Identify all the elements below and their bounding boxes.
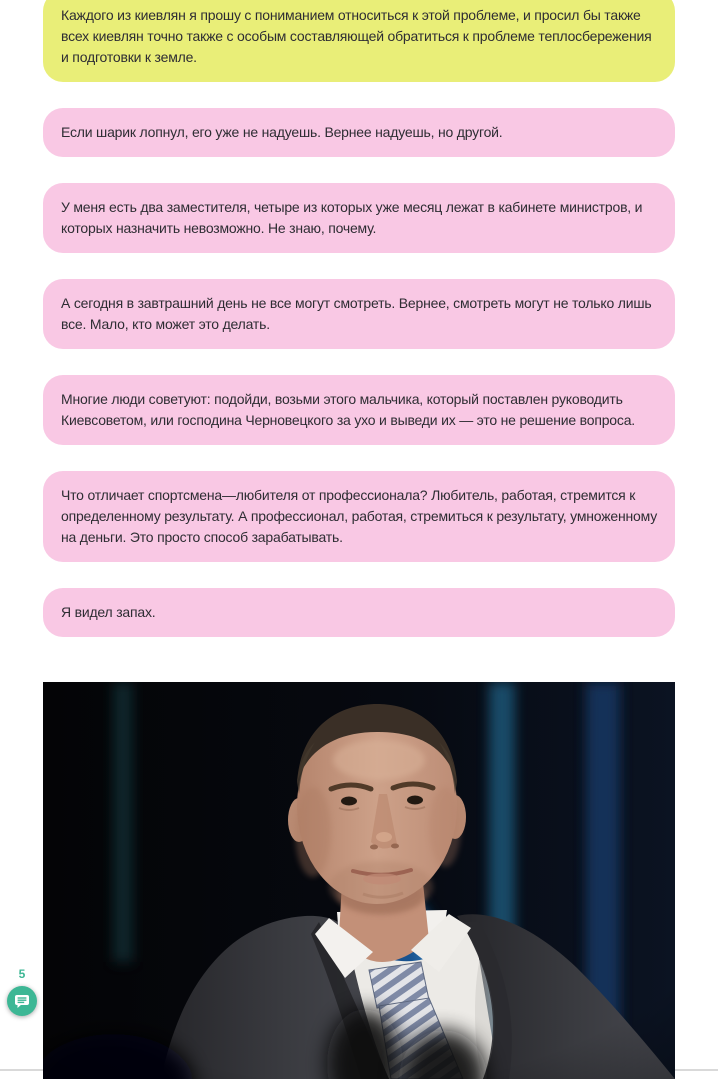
chat-bubble-icon (13, 992, 31, 1010)
portrait-illustration (43, 682, 675, 1079)
quote-card (43, 588, 675, 637)
comments-button[interactable] (7, 986, 37, 1016)
comments-count-badge: 5 (18, 967, 26, 981)
quote-card (43, 183, 675, 253)
quote-text: Я видел запах. (61, 604, 156, 620)
quote-text: Если шарик лопнул, его уже не надуешь. Вернее надуешь, но другой. (61, 124, 503, 140)
quote-card (43, 0, 675, 82)
portrait-photo (43, 682, 675, 1079)
quote-card (43, 375, 675, 445)
quote-text: А сегодня в завтрашний день не все могут смотреть. Вернее, смотреть могут не только лишь все. Мало, кто может это делать. (61, 295, 652, 332)
quote-card (43, 108, 675, 157)
quote-card (43, 471, 675, 562)
quote-text: У меня есть два заместителя, четыре из которых уже месяц лежат в кабинете министров, и которых назначить невозможно. Не знаю, почему. (61, 199, 643, 236)
quotes-feed (43, 0, 675, 1079)
quote-text: Многие люди советуют: подойди, возьми этого мальчика, который поставлен руководить Киевсоветом, или господина Черновецкого за ухо и выведи их — это не решение вопроса. (61, 391, 635, 428)
quote-text: Каждого из киевлян я прошу с пониманием относиться к этой проблеме, и просил бы также всех киевлян точно также с особым составляющей обратиться к проблеме теплосбережения и подготовки к земле. (61, 7, 652, 65)
quote-card (43, 279, 675, 349)
quote-text: Что отличает спортсмена—любителя от профессионала? Любитель, работая, стремится к определенному результату. А профессионал, работая, стремиться к результату, умноженному на деньги. Это просто способ зарабатывать. (61, 487, 657, 545)
comments-widget (0, 967, 44, 1016)
